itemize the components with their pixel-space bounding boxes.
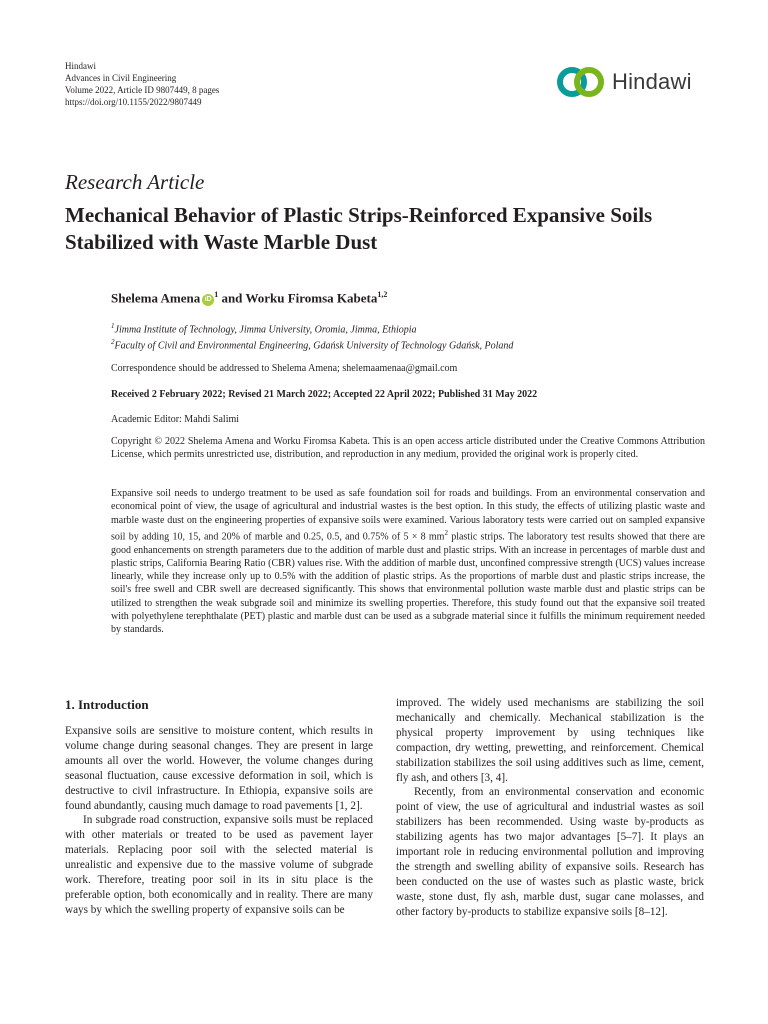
correspondence: Correspondence should be addressed to Shelema Amena; shelemaamenaa@gmail.com — [111, 363, 458, 374]
publisher-name: Hindawi — [65, 61, 96, 71]
author-1-affiliation: 1 — [214, 290, 219, 299]
academic-editor: Academic Editor: Mahdi Salimi — [111, 414, 240, 425]
author-1[interactable]: Shelema Amena — [111, 290, 201, 306]
orcid-icon[interactable]: iD — [202, 294, 214, 306]
article-title: Mechanical Behavior of Plastic Strips-Reinforced Expansive Soils Stabilized with Waste Marble Dust — [65, 203, 653, 254]
author-line — [111, 290, 387, 306]
author-2-affiliation: 1,2 — [377, 290, 388, 299]
abstract — [111, 487, 705, 637]
paragraph: improved. The widely used mechanisms are stabilizing the soil mechanically and chemically. Mechanical stabilization is the physical property improvement by using techniques like compaction, dry wetting, prewetting, and reinforcement. Chemical stabilization stabilizes the soil using additives such as lime, cement, fly ash, and others [3, 4]. — [396, 697, 704, 784]
right-column — [396, 696, 704, 920]
affiliation-1-text: Jimma Institute of Technology, Jimma University, Oromia, Jimma, Ethiopia — [114, 324, 417, 336]
logo-text: Hindawi — [612, 69, 692, 94]
paragraph: In subgrade road construction, expansive soils must be replaced with other materials or treated to be used as pavement layer materials. Replacing poor soil with the selected material is unrealistic and expensive due to the massive volume of subgrade work. Therefore, treating poor soil in its in situ place is the preferable option, both economically and in reality. There are many ways by which the swelling property of expansive soils can be — [65, 814, 373, 916]
doi-link[interactable]: https://doi.org/10.1155/2022/9807449 — [65, 97, 202, 107]
affiliation-2-text: Faculty of Civil and Environmental Engineering, Gdańsk University of Technology Gdańsk, Poland — [114, 340, 514, 352]
section-heading: 1. Introduction — [65, 697, 149, 712]
affiliation-2-number: 2 — [111, 338, 115, 346]
affiliation-2 — [111, 338, 513, 351]
publisher-logo — [556, 64, 692, 100]
copyright-notice: Copyright © 2022 Shelema Amena and Worku Firomsa Kabeta. This is an open access article distributed under the Creative Commons Attribution License, which permits unrestricted use, distribution, and reproduction in any medium, provided the original work is properly cited. — [111, 436, 705, 461]
abstract-part-1: Expansive soil needs to undergo treatment to be used as safe foundation soil for roads and buildings. From an environmental conservation and economical point of view, the usage of agricultural and industrial wastes is the best option. In this study, the effects of utilizing plastic waste and marble waste dust on the engineering properties of expansive soils were examined. Various laboratory tests were carried out on sampled expansive soil by adding 10, 15, and 20% of marble and 0.25, 0.5, and 0.75% of 5 × 8 mm — [111, 488, 705, 543]
paragraph: Expansive soils are sensitive to moisture content, which results in volume change during seasonal changes. They are present in large amounts all over the world. However, the volume changes during seasonal fluctuation, cause excessive deformation in soil, which is destructive to civil infrastructure. In Ethiopia, expansive soils are found abundantly, causing much damage to road pavements [1, 2]. — [65, 725, 373, 812]
hindawi-logo-icon — [556, 64, 606, 100]
article-type: Research Article — [65, 170, 205, 194]
affiliation-1 — [111, 322, 417, 335]
abstract-part-2: plastic strips. The laboratory test results showed that there are good enhancements on strength parameters due to the addition of marble dust and plastic strips. With an increase in percentages of marble dust and plastic strips, California Bearing Ratio (CBR) values rise. With the addition of marble dust, unconfined compressive strength (UCS) values increase linearly, while they increase only up to 0.5% with the addition of plastic strips. As the proportions of marble dust and plastic strips increase, the soil's free swell and CBR swell are decreased significantly. This shows that environmental pollution waste marble dust and plastic strips can be utilized to strengthen the weak subgrade soil and minimize its swelling properties. Therefore, this study found out that the expansive soil treated with polyethylene terephthalate (PET) plastic and marble dust can be used as a subgrade material since it fulfills the minimum requirement needed by standards. — [111, 531, 706, 636]
paragraph: Recently, from an environmental conservation and economic point of view, the use of agricultural and industrial wastes as soil stabilizers has been recommended. Using waste by-products as stabilizing agents has two major advantages [5–7]. It plays an important role in reducing environmental pollution and improving the strength and swelling ability of expansive soils. Research has been conducted on the use of wastes such as plastic waste, brick waste, stone dust, fly ash, marble dust, sugar cane molasses, and other factory by-products to stabilize expansive soils [8–12]. — [396, 786, 704, 918]
abstract-superscript: 2 — [444, 528, 448, 537]
affiliation-1-number: 1 — [111, 322, 115, 330]
journal-meta — [65, 60, 219, 108]
author-connector: and — [218, 290, 246, 306]
publication-dates: Received 2 February 2022; Revised 21 March 2022; Accepted 22 April 2022; Published 31 May 2022 — [111, 389, 538, 400]
author-2[interactable]: Worku Firomsa Kabeta — [245, 290, 378, 306]
volume-line: Volume 2022, Article ID 9807449, 8 pages — [65, 85, 220, 95]
left-column — [65, 724, 373, 918]
journal-name: Advances in Civil Engineering — [65, 73, 177, 83]
